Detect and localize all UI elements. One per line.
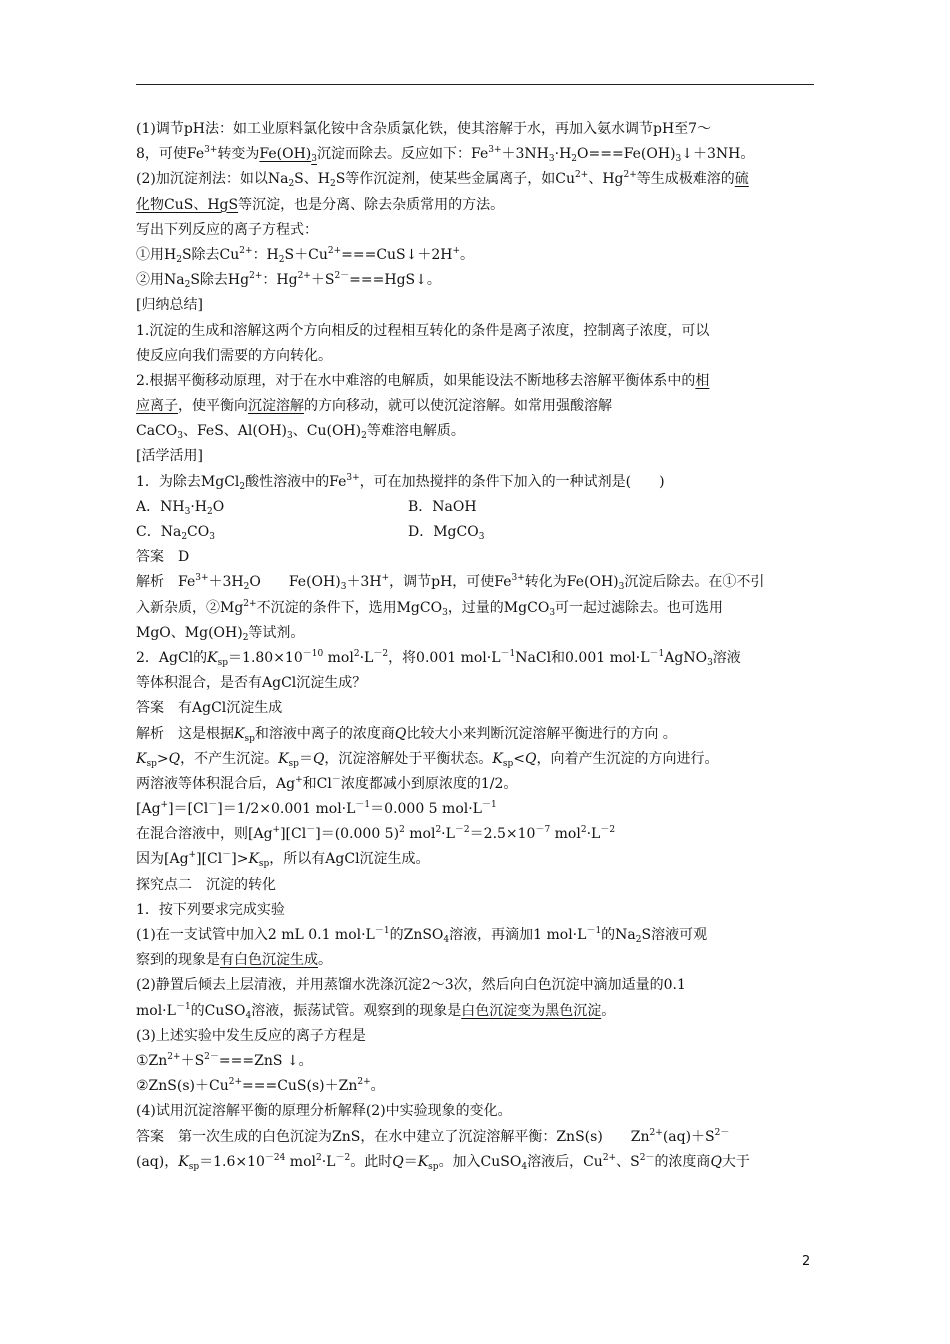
text-run: 。 [370,1078,385,1095]
text-run: Q [394,725,407,742]
text-run: 。此时 [350,1153,393,1170]
text-run: 2 [181,532,188,542]
text-run: 相 [695,372,710,389]
text-run: ===HgS↓。 [349,272,441,289]
text-run: 2 [184,280,191,291]
text-run: 2.根据平衡移动原理，对于在水中难溶的电解质，如果能设法不断地移去溶解平衡体系中的 [136,372,696,389]
text-run: 3 [548,154,555,165]
text-run: mol [404,826,436,843]
text-run: 的ZnSO [389,927,444,943]
text-run: S＋Cu [284,246,328,263]
text-run: 2 [278,254,285,265]
text-run: 2+ [297,271,311,282]
text-run: 的CuSO [190,1002,246,1019]
text-run: －1 [175,1001,191,1012]
text-line-x1a [136,923,816,948]
text-run: －1 [500,648,516,659]
text-run: sp [502,758,514,769]
text-run: 3 [675,154,682,165]
text-run: 3 [442,607,448,618]
text-run: K [178,1153,189,1170]
text-line-p8c [136,419,816,444]
text-run: Q [312,750,325,767]
text-run: (3)上述实验中发生反应的离子方程是 [136,1027,366,1044]
text-run: 3 [209,532,215,542]
text-run: 2－ [204,1051,219,1062]
text-line-e1b [136,596,816,621]
text-run: sp [217,657,229,668]
text-run: S除去Cu [181,246,240,263]
text-run: 2+ [228,1077,243,1088]
text-line-p7a [136,319,816,344]
text-run: 答案 D [136,549,190,566]
text-run: ===CuS↓＋2H [341,246,453,263]
text-run: + [295,774,303,785]
text-run: ＋3H [208,574,244,591]
text-run: 2+ [575,170,589,181]
text-run: O===Fe(OH) [577,146,676,163]
text-run: 3 [184,506,191,517]
text-line-a4b [136,1150,816,1175]
text-run: (2)静置后倾去上层清液，并用蒸馏水洗涤沉淀2～3次，然后向白色沉淀中滴加适量的0.1 [136,977,686,994]
text-line-p3 [136,218,816,243]
text-run: ②用Na [136,272,185,289]
text-run: A．NH [136,498,185,515]
text-run: 写出下列反应的离子方程式： [136,221,318,238]
text-run: 浓度都减小到原浓度的1/2。 [340,775,518,792]
text-run: 1．为除去MgCl [136,473,240,490]
text-run: Q [392,1153,404,1170]
text-line-x3b [136,1074,816,1099]
text-run: sp [288,758,299,769]
text-line-x3 [136,1024,816,1049]
text-run: NaCl和0.001 mol·L [515,649,650,666]
text-line-e2b [136,747,816,772]
text-run: 解析 这是根据 [136,725,234,742]
text-run: 2+ [249,271,263,282]
text-run: 2 [329,179,336,190]
text-run: 2+ [357,1077,371,1088]
text-run: (aq)＋S [662,1128,715,1145]
text-run: 3+ [346,472,360,483]
text-run: 答案 第一次生成的白色沉淀为ZnS，在水中建立了沉淀溶解平衡：ZnS(s) Zn [136,1128,650,1145]
text-run: － [222,850,232,861]
text-run: < [513,750,526,767]
text-run: 3+ [488,145,502,156]
text-run: Q [168,750,181,767]
text-run: 2 [243,582,250,593]
text-run: mol [550,826,581,843]
text-run: － [306,825,316,836]
text-run: －2 [600,825,616,836]
text-run: mol·L [136,1002,176,1019]
text-run: (aq)， [136,1153,179,1170]
text-line-p2a [136,167,816,192]
text-run: 、S [616,1153,640,1170]
text-run: 2 [580,825,587,836]
text-run: sp [146,758,157,769]
text-run: sp [188,1161,200,1172]
text-run: ＝0.000 5 mol·L [370,801,482,818]
text-line-e2a [136,722,816,747]
text-line-p7b [136,344,816,369]
text-run: －1 [649,648,665,659]
text-run: ][Cl [196,851,223,868]
text-line-e2d [136,797,816,822]
text-run: S溶液可观 [641,927,708,943]
text-run: ＝2.5×10 [469,826,536,843]
text-run: 2 [206,506,213,517]
text-run: 溶液 [712,649,741,666]
text-run: － [331,774,341,785]
text-line-a4a [136,1125,816,1150]
text-run: ，可在加热搅拌的条件下加入的一种试剂是( ) [359,473,665,490]
text-run: ↓＋3NH。 [681,146,755,163]
option-column-right [408,520,484,545]
text-run: 等沉淀，也是分离、除去杂质常用的方法。 [238,196,505,213]
text-run: 1．按下列要求完成实验 [136,901,285,918]
text-run: Fe(OH) [259,146,312,163]
text-run: + [188,850,197,861]
text-line-p1b [136,142,816,167]
text-run: (1)调节pH法：如工业原料氯化铵中含杂质氯化铁，使其溶解于水，再加入氨水调节pH至7～ [136,121,712,137]
text-run: AgNO [664,649,708,666]
text-run: －1 [481,800,497,811]
text-run: 2+ [167,1051,181,1062]
text-run: 溶液，再滴加1 mol·L [449,927,587,943]
text-run: 转化为Fe(OH) [524,574,619,591]
text-run: S、H [294,171,330,188]
text-run: 溶液后，Cu [527,1153,603,1170]
text-run: D．MgCO [408,524,479,540]
text-run: 2 [316,1152,322,1163]
text-run: 有白色沉淀生成 [220,952,318,969]
text-run: 大于 [721,1153,750,1170]
text-run: ]> [231,851,249,868]
text-line-e1c [136,621,816,646]
option-column-right [408,495,477,520]
text-run: ，将0.001 mol·L [388,649,501,666]
text-run: K [248,851,259,868]
text-run: C．Na [136,524,182,540]
text-run: 比较大小来判断沉淀溶解平衡进行的方向 。 [406,725,677,742]
text-line-a1 [136,545,816,570]
text-run: 。 [601,1002,616,1019]
text-run: 沉淀后除去。在①不引 [624,574,765,591]
text-run: ＝ [403,1153,418,1170]
text-run: 探究点二 沉淀的转化 [136,876,276,893]
text-run: K [278,750,289,767]
text-run: ，调节pH，可使Fe [389,574,512,591]
text-line-x1b [136,948,816,973]
text-run: 3 [707,657,713,668]
text-run: K [136,750,147,767]
text-run: 2 [353,648,360,659]
text-run: 2+ [623,170,637,181]
text-run: 。 [460,246,475,263]
text-run: ：Hg [262,272,298,289]
text-run: 察到的现象是 [136,952,220,969]
text-run: －24 [264,1152,286,1163]
text-run: ＝ [298,750,313,767]
text-line-q1 [136,470,816,495]
text-line-x2b [136,999,816,1024]
text-run: ，过量的MgCO [447,599,550,616]
text-run: 3 [311,154,317,165]
text-run: －2 [335,1152,351,1163]
text-run: 两溶液等体积混合后，Ag [136,775,296,792]
text-run: 2+ [243,598,257,609]
text-run: 2+ [327,245,342,256]
text-run: 酸性溶液中的Fe [245,473,347,490]
text-line-p8b [136,394,816,419]
text-run: 、Cu(OH) [292,423,362,440]
text-run: + [452,245,461,256]
text-run: 8，可使Fe [136,146,205,163]
text-run: －7 [535,825,551,836]
text-run: 3+ [511,573,525,584]
text-run: ][Cl [280,826,307,843]
text-run: 的Na [601,927,636,943]
text-run: MgO、Mg(OH) [136,624,243,641]
text-run: ，沉淀溶解处于平衡状态。 [324,750,493,767]
text-run: B．NaOH [408,498,477,515]
text-run: ①用H [136,246,177,263]
text-run: CO [187,524,210,540]
text-run: ·L [441,826,455,843]
text-run: 3 [287,431,293,442]
text-run: ＋S [180,1052,205,1069]
text-run: 3 [618,582,625,593]
text-run: 2 [635,935,642,945]
text-run: 在混合溶液中，则[Ag [136,826,273,843]
text-run: 和溶液中离子的浓度商 [254,725,395,742]
text-run: K [207,649,218,666]
page-number: 2 [802,1254,811,1269]
text-run: 。加入CuSO [438,1153,522,1170]
text-run: 2 [242,632,249,643]
text-run: + [160,800,169,811]
text-run: 1.沉淀的生成和溶解这两个方向相反的过程相互转化的条件是离子浓度，控制离子浓度，可以 [136,322,710,339]
text-run: 入新杂质，②Mg [136,599,244,616]
text-run: 3 [177,431,183,442]
text-run: 2 [571,154,578,165]
text-run: ·L [586,826,601,843]
text-run: 2 [288,179,295,190]
text-line-p2b [136,193,816,218]
text-line-x3a [136,1049,816,1074]
text-run: 。 [318,952,332,969]
text-run: mol [285,1153,316,1170]
text-run: 和Cl [302,775,332,792]
text-run: 不沉淀的条件下，选用MgCO [256,599,443,616]
text-run: －1 [355,800,371,811]
text-run: ]＝[Cl [168,801,209,818]
text-run: ＋3NH [501,146,549,163]
text-run: ：H [252,246,279,263]
text-run: + [381,573,390,584]
header-rule [136,84,814,85]
text-run: [活学活用] [136,448,203,465]
text-run: 2 [239,481,246,492]
text-run: 3 [549,607,556,618]
text-run: 的浓度商 [654,1153,711,1170]
text-run: 硫 [734,171,749,188]
text-run: 2－ [639,1152,655,1163]
text-run: + [272,825,281,836]
text-run: 2－ [334,271,350,282]
text-line-q2b [136,671,816,696]
text-run: 溶液，振荡试管。观察到的现象是 [251,1002,462,1019]
text-run: 3 [478,532,485,542]
text-run: ·L [321,1153,336,1170]
text-line-q2a [136,646,816,671]
text-line-p4 [136,243,816,268]
text-run: 化物CuS、HgS [136,196,239,213]
text-line-p9 [136,444,816,469]
text-run: (4)试用沉淀溶解平衡的原理分析解释(2)中实验现象的变化。 [136,1103,512,1120]
text-run: 、FeS、Al(OH) [182,423,288,440]
text-run: S等作沉淀剂，使某些金属离子，如Cu [335,171,576,188]
text-run: 2 [361,431,367,442]
text-run: ＋3H [346,574,382,591]
text-run: 使反应向我们需要的方向转化。 [136,347,332,364]
text-line-e2c [136,772,816,797]
text-run: 白色沉淀变为黑色沉淀 [461,1002,602,1019]
text-run: > [156,750,169,767]
text-run: 4 [521,1161,528,1172]
text-run: ===CuS(s)＋Zn [242,1078,358,1095]
text-run: Q [710,1153,722,1170]
text-run: 可一起过滤除去。也可选用 [555,599,724,616]
text-run: K [234,725,245,742]
text-line-x2a [136,973,816,998]
text-run: K [492,750,503,767]
text-run: 3 [340,582,347,593]
text-run: ·H [554,146,572,163]
text-run: － [208,800,218,811]
text-run: 沉淀溶解 [248,398,304,415]
text-line-x4 [136,1099,816,1124]
text-run: sp [428,1161,439,1172]
text-run: ===ZnS ↓。 [218,1052,313,1069]
text-run: 3+ [195,573,209,584]
text-line-p8a [136,369,816,394]
text-line-p6 [136,293,816,318]
text-run: S除去Hg [190,272,250,289]
document-body [136,117,816,1175]
text-line-p1a [136,117,816,142]
text-run: [归纳总结] [136,297,203,314]
text-run: ·L [359,649,374,666]
text-run: 2+ [602,1152,617,1163]
text-run: 2 [399,825,405,836]
text-line-q1ab [136,495,816,520]
text-run: 3+ [204,145,218,156]
text-run: 2+ [649,1127,663,1138]
text-run: (2)加沉淀剂法：如以Na [136,171,289,188]
text-run: (1)在一支试管中加入2 mL 0.1 mol·L [136,927,375,943]
text-run: ＋S [310,272,335,289]
text-run: ，所以有AgCl沉淀生成。 [269,851,430,868]
text-run: ＝1.80×10 [228,649,303,666]
text-run: 、Hg [588,171,624,188]
text-line-p5 [136,268,816,293]
text-run: ·H [190,498,207,515]
text-run: 4 [443,935,450,945]
text-run: －10 [302,648,324,659]
text-run: sp [244,733,255,744]
text-run: 2+ [239,245,253,256]
text-line-s2 [136,873,816,898]
text-run: O [212,498,225,515]
text-run: 沉淀而除去。反应如下：Fe [317,146,489,163]
text-line-x1 [136,898,816,923]
text-run: 等体积混合，是否有AgCl沉淀生成？ [136,675,367,692]
text-run: 的方向移动，就可以使沉淀溶解。如常用强酸溶解 [304,398,612,415]
text-line-q1cd [136,520,816,545]
text-run: ，向着产生沉淀的方向进行。 [536,750,719,767]
text-run: 4 [245,1010,252,1021]
text-run: ，不产生沉淀。 [180,750,279,767]
text-run: 因为[Ag [136,851,189,868]
text-run: －1 [586,926,602,936]
text-run: ]＝(0.000 5) [315,826,400,843]
text-run: Q [525,750,537,767]
text-run: －2 [373,648,389,659]
text-run: 2 [435,825,442,836]
text-run: 解析 Fe [136,574,196,591]
text-run: sp [258,859,270,870]
text-run: 应离子 [136,398,178,415]
text-run: 等难溶电解质。 [366,423,465,440]
text-run: ]＝1/2×0.001 mol·L [217,801,356,818]
text-run: 等试剂。 [248,624,305,641]
text-line-e2f [136,847,816,872]
text-run: K [417,1153,429,1170]
text-run: －1 [374,926,390,936]
text-run: 2．AgCl的 [136,649,208,666]
text-run: O Fe(OH) [249,574,341,591]
text-run: 等生成极难溶的 [636,171,735,188]
text-line-e2e [136,822,816,847]
text-run: ＝1.6×10 [199,1153,265,1170]
text-run: 2 [176,254,182,265]
text-line-a2 [136,696,816,721]
text-run: 转变为 [217,146,260,163]
text-run: [Ag [136,801,161,818]
text-run: －2 [454,825,470,836]
text-run: 2－ [714,1127,730,1138]
text-run: ①Zn [136,1052,168,1069]
text-run: mol [323,649,354,666]
text-run: CaCO [136,423,178,440]
text-run: ，使平衡向 [178,398,248,415]
text-run: 答案 有AgCl沉淀生成 [136,700,283,717]
text-line-e1a [136,570,816,595]
text-run: ②ZnS(s)＋Cu [136,1078,229,1095]
